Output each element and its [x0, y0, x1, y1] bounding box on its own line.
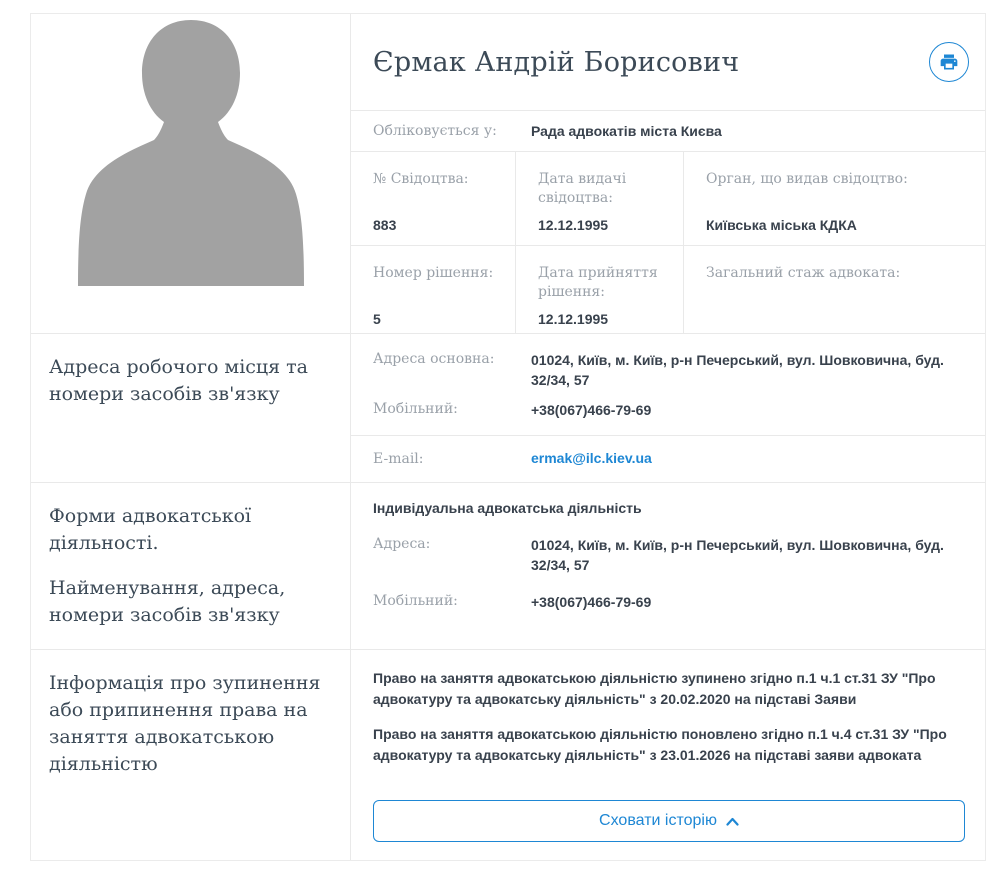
accounted-label: Обліковується у: [373, 122, 497, 139]
activity-heading-line2: Найменування, адреса, номери засобів зв'язку [49, 577, 286, 626]
section-suspension [31, 649, 985, 860]
decision-number-value: 5 [373, 311, 381, 327]
email-link[interactable]: ermak@ilc.kiev.ua [531, 450, 652, 466]
activity-mobile-row [351, 592, 985, 628]
activity-address-label: Адреса: [373, 536, 431, 552]
row-certificate [351, 152, 985, 246]
lawyer-profile-card [30, 13, 986, 861]
issuing-authority-value: Київська міська КДКА [706, 217, 857, 233]
experience-cell [684, 246, 985, 333]
activity-address-row [351, 535, 985, 575]
workplace-heading: Адреса робочого місця та номери засобів зв'язку [49, 356, 308, 405]
certificate-date-cell [516, 152, 684, 245]
decision-number-cell [351, 246, 516, 333]
activity-mobile-value: +38(067)466-79-69 [531, 594, 652, 610]
activity-address-value: 01024, Київ, м. Київ, р-н Печерський, вул. Шовковична, буд. 32/34, 57 [531, 537, 944, 573]
certificate-number-value: 883 [373, 217, 397, 233]
decision-date-cell [516, 246, 684, 333]
activity-heading [49, 503, 332, 629]
hide-history-label: Сховати історію [599, 812, 717, 829]
decision-date-label: Дата прийняття рішення: [538, 265, 658, 300]
certificate-number-cell [351, 152, 516, 245]
page-title: Єрмак Андрій Борисович [373, 46, 740, 78]
workplace-address-row [351, 334, 985, 390]
print-icon [939, 52, 959, 72]
issuing-authority-label: Орган, що видав свідоцтво: [706, 171, 908, 187]
row-accounted [351, 111, 985, 152]
certificate-date-value: 12.12.1995 [538, 217, 609, 233]
decision-number-label: Номер рішення: [373, 265, 494, 281]
certificate-number-label: № Свідоцтва: [373, 171, 469, 187]
decision-date-value: 12.12.1995 [538, 311, 609, 327]
print-button[interactable] [929, 42, 969, 82]
activity-heading-line1: Форми адвокатської діяльності. [49, 505, 252, 554]
suspension-entry: Право на заняття адвокатською діяльністю поновлено згідно п.1 ч.4 ст.31 ЗУ "Про адвокатуру та адвокатську діяльність" з 23.01.2026 на підставі заяви адвоката [373, 726, 947, 763]
profile-header [351, 14, 985, 111]
section-workplace [31, 333, 985, 482]
accounted-value: Рада адвокатів міста Києва [531, 123, 722, 139]
chevron-up-icon [726, 817, 739, 826]
experience-label: Загальний стаж адвоката: [706, 265, 901, 281]
activity-mobile-label: Мобільний: [373, 593, 458, 609]
workplace-email-label: E-mail: [373, 450, 424, 467]
profile-photo-placeholder [31, 14, 351, 333]
certificate-date-label: Дата видачі свідоцтва: [538, 171, 627, 206]
workplace-mobile-label: Мобільний: [373, 401, 458, 417]
workplace-email-row [351, 435, 985, 482]
activity-form-value: Індивідуальна адвокатська діяльність [373, 500, 642, 516]
workplace-address-label: Адреса основна: [373, 351, 495, 367]
workplace-mobile-row [351, 400, 985, 435]
issuing-authority-cell [684, 152, 985, 245]
suspension-heading: Інформація про зупинення або припинення права на заняття адвокатською діяльністю [49, 672, 321, 775]
row-decision [351, 246, 985, 333]
person-silhouette-icon [50, 14, 332, 286]
hide-history-button[interactable] [373, 800, 965, 842]
section-activity [31, 482, 985, 649]
workplace-mobile-value: +38(067)466-79-69 [531, 402, 652, 418]
section-registry [31, 14, 985, 333]
suspension-entry: Право на заняття адвокатською діяльністю зупинено згідно п.1 ч.1 ст.31 ЗУ "Про адвокатуру та адвокатську діяльність" з 20.02.2020 на підставі Заяви [373, 670, 936, 707]
workplace-address-value: 01024, Київ, м. Київ, р-н Печерський, вул. Шовковична, буд. 32/34, 57 [531, 352, 944, 388]
